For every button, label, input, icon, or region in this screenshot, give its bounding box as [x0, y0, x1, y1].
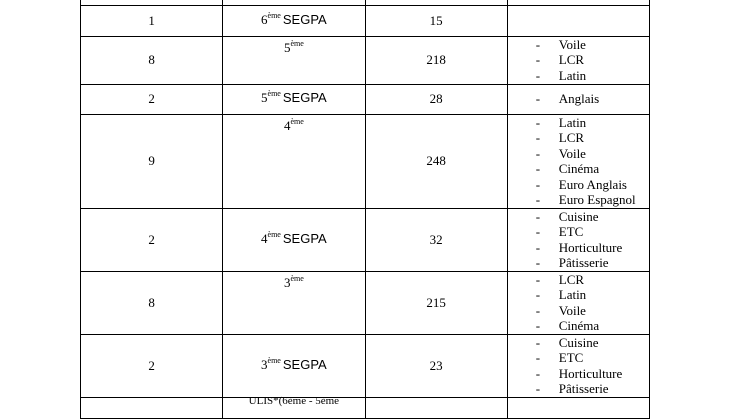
list-item [536, 177, 649, 193]
table-row [81, 84, 650, 114]
level-label [261, 231, 327, 249]
list-item [536, 130, 649, 146]
table-body [81, 0, 650, 418]
option-label: LCR [558, 271, 585, 287]
cell-level [223, 394, 365, 418]
bullet-dash: - [535, 114, 541, 130]
cell-divisions: 8 [81, 36, 223, 84]
cell-options [507, 84, 649, 114]
bullet-dash: - [535, 365, 541, 381]
level-suffix: SEGPA [282, 11, 327, 27]
bullet-dash: - [535, 224, 541, 239]
bullet-dash: - [535, 52, 541, 68]
option-label: Voile [558, 36, 586, 52]
cell-effectif [365, 397, 507, 418]
cell-effectif: 28 [365, 84, 507, 114]
level-superscript: ème [267, 229, 281, 239]
options-list [508, 37, 649, 84]
list-item [536, 209, 649, 225]
list-item [536, 272, 649, 288]
list-item [536, 91, 649, 107]
bullet-dash: - [535, 145, 541, 161]
list-item [536, 161, 649, 177]
cell-level [223, 271, 365, 334]
bullet-dash: - [535, 271, 541, 287]
bullet-dash: - [535, 161, 541, 176]
option-label: Euro Anglais [558, 176, 627, 192]
bullet-dash: - [535, 318, 541, 333]
list-item [536, 68, 649, 84]
bullet-dash: - [535, 36, 541, 52]
cell-level [223, 114, 365, 208]
cell-effectif: 23 [365, 334, 507, 397]
bullet-dash: - [535, 334, 541, 350]
option-label: Horticulture [558, 239, 623, 255]
list-item [536, 335, 649, 351]
cell-effectif: 15 [365, 5, 507, 36]
options-list [508, 91, 649, 107]
option-label: Euro Espagnol [558, 192, 636, 207]
option-label: Pâtisserie [558, 255, 609, 270]
bullet-dash: - [535, 67, 541, 83]
option-label: Voile [558, 302, 586, 318]
level-label [284, 40, 304, 58]
list-item [536, 192, 649, 208]
list-item [536, 224, 649, 240]
bullet-dash: - [535, 239, 541, 255]
bullet-dash: - [535, 192, 541, 207]
table-row [81, 271, 650, 334]
level-number: 4 [261, 230, 268, 246]
level-suffix: SEGPA [282, 356, 327, 372]
option-label: Cuisine [558, 208, 599, 224]
list-item [536, 381, 649, 397]
level-number: 5 [283, 39, 291, 55]
cell-effectif: 248 [365, 114, 507, 208]
option-label: LCR [558, 130, 585, 145]
level-label [261, 357, 327, 375]
level-number: 5 [261, 90, 268, 106]
cell-divisions: 1 [81, 5, 223, 36]
options-list [508, 209, 649, 271]
ulis-label: ULIS*(6ème - 5ème [248, 394, 340, 407]
list-item [536, 366, 649, 382]
list-item [536, 318, 649, 334]
bullet-dash: - [535, 91, 541, 107]
cell-level [223, 84, 365, 114]
bullet-dash: - [535, 350, 541, 365]
cell-level [223, 208, 365, 271]
list-item [536, 255, 649, 271]
level-suffix: SEGPA [282, 90, 327, 106]
cell-level [223, 36, 365, 84]
bullet-dash: - [535, 255, 541, 270]
bullet-dash: - [535, 381, 541, 396]
option-label: Latin [558, 67, 587, 83]
cell-effectif: 218 [365, 36, 507, 84]
cell-options [507, 271, 649, 334]
option-label: Pâtisserie [558, 381, 609, 396]
cell-level [223, 334, 365, 397]
bullet-dash: - [535, 302, 541, 318]
cell-divisions: 2 [81, 334, 223, 397]
option-label: Cinéma [558, 161, 600, 176]
level-superscript: ème [290, 116, 304, 126]
cell-effectif: 215 [365, 271, 507, 334]
level-number: 6 [261, 11, 268, 27]
level-label [261, 90, 327, 108]
option-label: Cinéma [558, 318, 600, 333]
list-item [536, 240, 649, 256]
level-superscript: ème [290, 273, 304, 283]
table-row [81, 334, 650, 397]
cell-options [507, 114, 649, 208]
level-label [284, 275, 304, 293]
bullet-dash: - [535, 130, 541, 145]
list-item [536, 303, 649, 319]
option-label: LCR [558, 52, 585, 68]
level-number: 3 [261, 356, 268, 372]
cell-options [507, 208, 649, 271]
cell-divisions: 8 [81, 271, 223, 334]
cell-options [507, 5, 649, 36]
level-superscript: ème [267, 10, 281, 20]
level-number: 3 [283, 274, 291, 290]
list-item [536, 52, 649, 68]
option-label: Voile [558, 145, 586, 161]
list-item [536, 37, 649, 53]
cell-divisions: 2 [81, 208, 223, 271]
cell-divisions [81, 397, 223, 418]
table-row [81, 5, 650, 36]
list-item [536, 350, 649, 366]
cell-effectif: 32 [365, 208, 507, 271]
bullet-dash: - [535, 287, 541, 302]
cell-options [507, 334, 649, 397]
option-label: Horticulture [558, 365, 623, 381]
cell-options [507, 397, 649, 418]
level-superscript: ème [267, 89, 281, 99]
option-label: Cuisine [558, 334, 599, 350]
table-row [81, 114, 650, 208]
options-list [508, 115, 649, 208]
level-superscript: ème [267, 355, 281, 365]
table-row [81, 36, 650, 84]
list-item [536, 146, 649, 162]
cell-options [507, 36, 649, 84]
option-label: ETC [558, 224, 584, 239]
level-label [261, 12, 327, 30]
options-list [508, 272, 649, 334]
options-list [508, 335, 649, 397]
option-label: Anglais [558, 91, 600, 107]
option-label: Latin [558, 287, 587, 302]
cell-divisions: 9 [81, 114, 223, 208]
level-suffix: SEGPA [282, 230, 327, 246]
option-label: ETC [558, 350, 584, 365]
table-row [81, 208, 650, 271]
cell-level [223, 5, 365, 36]
table-row-partial [81, 397, 650, 418]
cell-divisions: 2 [81, 84, 223, 114]
list-item [536, 115, 649, 131]
level-superscript: ème [290, 38, 304, 48]
level-label [284, 118, 304, 136]
bullet-dash: - [535, 176, 541, 192]
option-label: Latin [558, 114, 587, 130]
list-item [536, 287, 649, 303]
level-number: 4 [283, 117, 291, 133]
bullet-dash: - [535, 208, 541, 224]
class-distribution-table [80, 0, 650, 419]
